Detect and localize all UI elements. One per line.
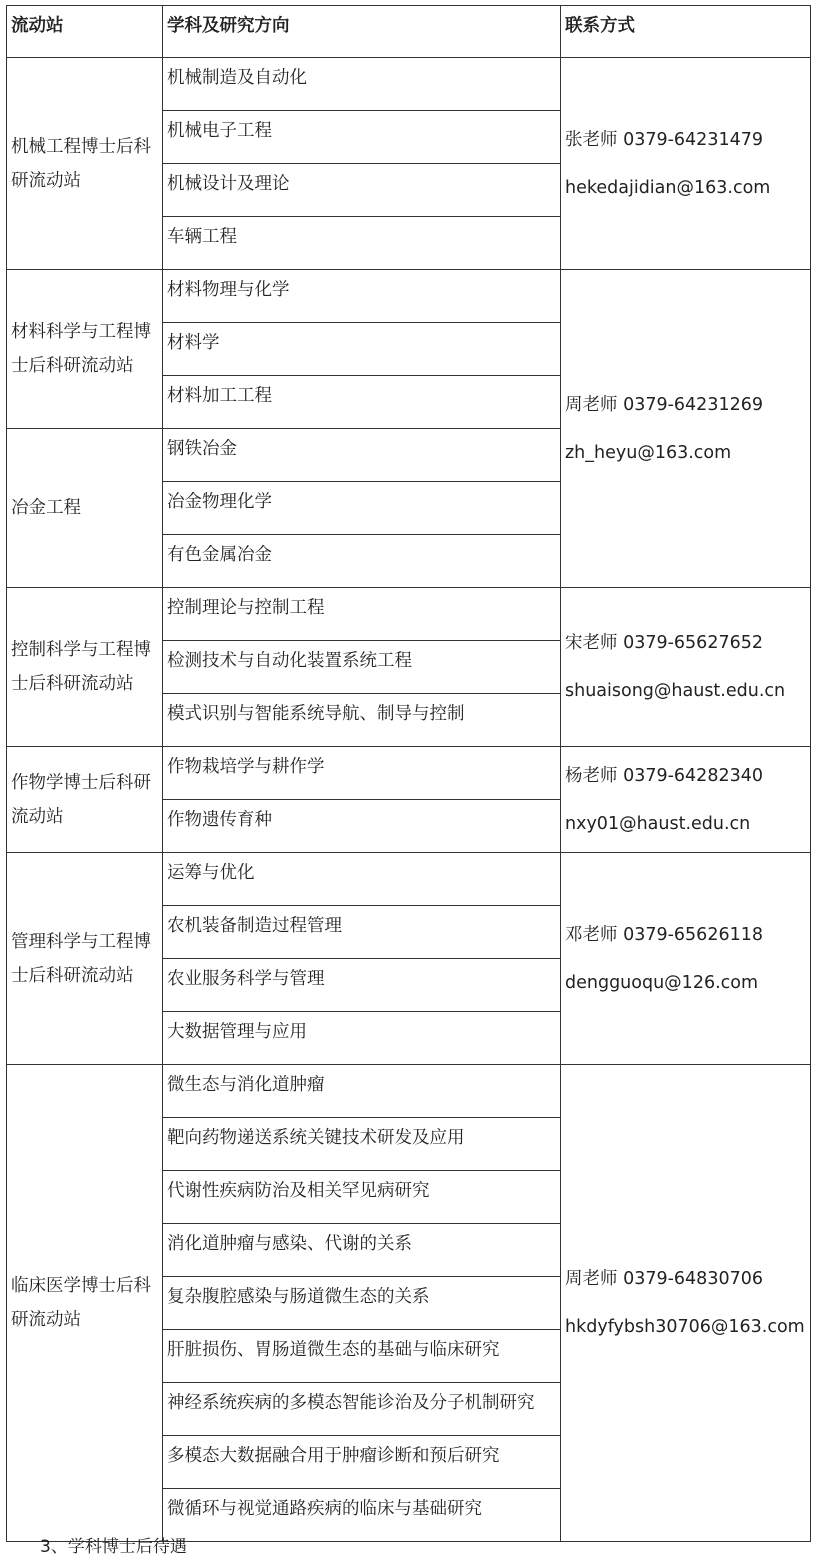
contact-email: shuaisong@haust.edu.cn bbox=[565, 681, 786, 701]
research-direction: 复杂腹腔感染与肠道微生态的关系 bbox=[163, 1277, 561, 1330]
table-row bbox=[7, 1065, 811, 1118]
contact-info bbox=[561, 853, 811, 1065]
contact-person-phone: 周老师 0379-64830706 bbox=[565, 1269, 763, 1289]
table-row bbox=[7, 58, 811, 111]
research-direction: 钢铁冶金 bbox=[163, 429, 561, 482]
research-direction: 运筹与优化 bbox=[163, 853, 561, 906]
research-direction: 微循环与视觉通路疾病的临床与基础研究 bbox=[163, 1489, 561, 1542]
table-row bbox=[7, 270, 811, 323]
station-name: 临床医学博士后科研流动站 bbox=[7, 1065, 163, 1542]
research-direction: 机械制造及自动化 bbox=[163, 58, 561, 111]
table-row bbox=[7, 747, 811, 800]
research-direction: 微生态与消化道肿瘤 bbox=[163, 1065, 561, 1118]
research-direction: 检测技术与自动化装置系统工程 bbox=[163, 641, 561, 694]
research-direction: 作物遗传育种 bbox=[163, 800, 561, 853]
research-direction: 作物栽培学与耕作学 bbox=[163, 747, 561, 800]
research-direction: 车辆工程 bbox=[163, 217, 561, 270]
header-contact: 联系方式 bbox=[561, 6, 811, 58]
contact-info bbox=[561, 270, 811, 588]
research-direction: 神经系统疾病的多模态智能诊治及分子机制研究 bbox=[163, 1383, 561, 1436]
research-direction: 靶向药物递送系统关键技术研发及应用 bbox=[163, 1118, 561, 1171]
research-direction: 控制理论与控制工程 bbox=[163, 588, 561, 641]
research-direction: 多模态大数据融合用于肿瘤诊断和预后研究 bbox=[163, 1436, 561, 1489]
contact-email: dengguoqu@126.com bbox=[565, 972, 759, 993]
research-direction: 模式识别与智能系统导航、制导与控制 bbox=[163, 694, 561, 747]
research-direction: 机械设计及理论 bbox=[163, 164, 561, 217]
station-name: 管理科学与工程博士后科研流动站 bbox=[7, 853, 163, 1065]
table-row bbox=[7, 588, 811, 641]
table-header-row bbox=[7, 6, 811, 58]
table-body bbox=[7, 58, 811, 1542]
station-name: 机械工程博士后科研流动站 bbox=[7, 58, 163, 270]
research-direction: 材料学 bbox=[163, 323, 561, 376]
contact-info bbox=[561, 588, 811, 747]
contact-info bbox=[561, 58, 811, 270]
contact-person-phone: 邓老师 0379-65626118 bbox=[565, 924, 763, 945]
contact-person-phone: 周老师 0379-64231269 bbox=[565, 394, 763, 415]
station-name: 控制科学与工程博士后科研流动站 bbox=[7, 588, 163, 747]
research-direction: 有色金属冶金 bbox=[163, 535, 561, 588]
header-station: 流动站 bbox=[7, 6, 163, 58]
research-direction: 消化道肿瘤与感染、代谢的关系 bbox=[163, 1224, 561, 1277]
station-name: 材料科学与工程博士后科研流动站 bbox=[7, 270, 163, 429]
postdoc-stations-table bbox=[6, 5, 811, 1542]
research-direction: 代谢性疾病防治及相关罕见病研究 bbox=[163, 1171, 561, 1224]
research-direction: 肝脏损伤、胃肠道微生态的基础与临床研究 bbox=[163, 1330, 561, 1383]
contact-info bbox=[561, 747, 811, 853]
contact-email: hekedajidian@163.com bbox=[565, 177, 771, 198]
contact-person-phone: 杨老师 0379-64282340 bbox=[565, 765, 763, 786]
station-name: 作物学博士后科研流动站 bbox=[7, 747, 163, 853]
contact-email: nxy01@haust.edu.cn bbox=[565, 813, 751, 834]
contact-email: hkdyfybsh30706@163.com bbox=[565, 1317, 805, 1337]
research-direction: 农机装备制造过程管理 bbox=[163, 906, 561, 959]
research-direction: 材料物理与化学 bbox=[163, 270, 561, 323]
research-direction: 大数据管理与应用 bbox=[163, 1012, 561, 1065]
contact-info bbox=[561, 1065, 811, 1542]
research-direction: 农业服务科学与管理 bbox=[163, 959, 561, 1012]
table-row bbox=[7, 853, 811, 906]
research-direction: 材料加工工程 bbox=[163, 376, 561, 429]
research-direction: 机械电子工程 bbox=[163, 111, 561, 164]
contact-email: zh_heyu@163.com bbox=[565, 442, 732, 463]
contact-person-phone: 张老师 0379-64231479 bbox=[565, 129, 763, 150]
header-discipline: 学科及研究方向 bbox=[163, 6, 561, 58]
station-name: 冶金工程 bbox=[7, 429, 163, 588]
footer-note: 3、学科博士后待遇 bbox=[40, 1537, 187, 1557]
contact-person-phone: 宋老师 0379-65627652 bbox=[565, 633, 763, 653]
research-direction: 冶金物理化学 bbox=[163, 482, 561, 535]
